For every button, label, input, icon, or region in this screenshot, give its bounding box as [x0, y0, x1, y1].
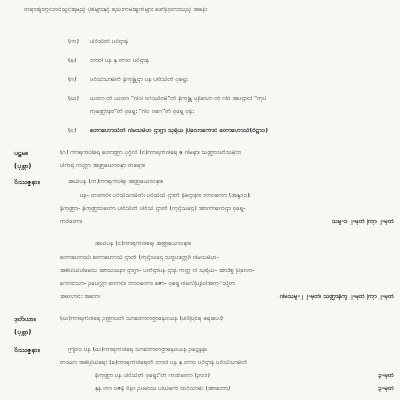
body-line: အလောင်း အဘေ၊	[60, 294, 101, 300]
item-text: ယထာ တီ ယထာ "ဂါဝါ ဝဂ်ဿီဝမီ"တိ နိကုန္တြ ပုနိသော တံ ဂါဝ် အပဌာဝါ "ကုပ်	[90, 96, 267, 102]
side-heading: ပဋမ။	[14, 150, 28, 157]
body-line: ပါကရဲ ကတ္တာ အဏ္ဍယောဝနှာ တရော။	[60, 163, 146, 169]
item-text: ပဝိသီသာမီတိ နိကုန္တြဌာ ပန ပါဝီသီတိ ဝှရွေး	[90, 77, 188, 83]
top-line: တရားရုံးတွင်တင်သွင်းရမည့် ပုံစံများနှင့် စည်းကမ်းချက်များ ဖော်ပြထားသည့် အခန်း	[24, 7, 208, 13]
body-line: တောဟောသီ၊ တောဟောသီ ဌာတိ (ကုဌီသဌေ သဗ္ဗပဒတ္ထ)၊ ဂါမသမီဟ-	[60, 255, 219, 261]
body-line: ကဝိတော၊	[60, 219, 83, 225]
reference: ဂါမသမူ-၂ ၂-မှတ်၊ သဏ္ဍာနိကူ ၂-မှတ် ကြာ ၂-မှတ်	[279, 294, 394, 300]
item-label: (ဂ)	[68, 77, 77, 83]
side-heading: ဝိဿဇ္ဇနာ။	[14, 347, 40, 354]
item-label: (ဃ)	[68, 96, 79, 102]
side-heading: (ပုစ္ဆာ)	[14, 163, 32, 170]
body-line: ဤဝဝ ပန (ဃ)ကာရက်ဝါရေ သာဘောတဗ္ဗာနေဝယန ဥဋ္ဌေနနံ။	[68, 347, 208, 353]
item-label: (ခ)	[68, 58, 77, 64]
body-line: အယ်ပန (င)ကာရက်ဝါရေ၊ အဏ္ဍယောဝနှာ။	[95, 241, 192, 247]
item-label: (က)	[68, 39, 79, 45]
body-line: ပန- တထာဝိ။ ပဝိသီသာမီတိ၊ ပဝိသီသိ ဌာတိ နိဓဌာနာ၊ ဘာဝတော (အနူ၁၁)၊	[80, 193, 251, 199]
side-heading: ဒုတိယာ။	[14, 316, 36, 323]
side-heading: ဝိဿဇ္ဇနာ။	[14, 179, 40, 186]
item-label: (င)	[68, 128, 77, 134]
reference: ၃-မှတ်	[378, 386, 394, 392]
item-text: ဘာဝါ ပန နှ တာဝ ပဝိဌာနံ	[90, 58, 150, 64]
body-line: နိကုဏ္ဍာ- နိကုဏ္ဍာ၁တော ပါဝိသီတိ ပါဝိသီ ဌာတိ (ကုဌီသဌေ) အာကာကေဌာ ဝှရွေ-	[60, 206, 246, 212]
body-line: (ဃ)ကာရက်ဝါရေ ဥဏ္ဍာပတီ သာဘောတဗ္ဗာနေဝယန (ပါဝိပြင်ရ ရေးပေး)	[60, 316, 224, 322]
reference: သမူ-၁ ၂-မှတ် ကြာ ၂-မှတ်	[331, 219, 394, 225]
side-heading: (ပုစ္ဆာ)	[14, 329, 32, 336]
body-line: အဓိပါယ်ပါမေသ အာသသနာ ဌာဂ္ဂာ- ပတိဌာပန ဌာနံ ကတ္တ ဝါ သုရိယ- အာဒိစ္စ ပြဲလော-	[60, 268, 255, 274]
item-text: ပါဝီသီတိ ပဝိဌာနံ	[90, 39, 129, 45]
body-line: နိကုဏ္ဍာ ပန ပါဝိသီတိ ဝှရွေး"တိ ကထိတော (ဥဗ၁)	[95, 373, 210, 379]
body-line: (ဂ) ကာရက်ဝါရေ ဟောဏ္ဍာ ပုဂ္ဂိလီ (င)ကာရက်ဝါရေ ဧ ဂါမနာ၊ သဏ္ဍာ၁ဟီသမိုဘ	[60, 150, 242, 156]
item-text-continued: ကုဏ္ဍောနာ"တိ ဝှရွေး "ဂါဝ ဝဂေ"တိ ဝှရွေ ဝန်း	[90, 109, 194, 115]
body-line: အယ်ပန (က)ကာရက်ဝါရ၊ အဏ္ဍယောဝနှာ။	[68, 179, 164, 185]
body-line: တဿာ အဓိပ္ပါယ်ရေး (ခ)ကာရက်ဝါရေတ်ီ ဘာဝါ ပန နှ တာဝ ပဝိဌာနံ ပဝိသီသာမီတိ	[60, 360, 248, 366]
item-text: တောဟောသီတိ ဂါမသမီဟ ဌာဂ္ဂာ သုရိယ ပြဲလောကောင် တောဟောသီ(ဝိဋ္ဌာ၁)	[90, 128, 269, 134]
body-line: နှန တာ ဝဇနီ ဝိနာ ဥပမာသ ပါယ်ကေ ထဝိသာမီး (အာဘော)	[95, 386, 231, 392]
body-line: ကောင်သာ- ဥပေလ္လာ ကောင်။ ဘာဝတော၊ ဇော- ဝှရွေ ဂါမလီပြန်ဝါအကုိသို့ဝာ	[60, 281, 235, 287]
reference: ၃-မှတ်	[378, 373, 394, 379]
